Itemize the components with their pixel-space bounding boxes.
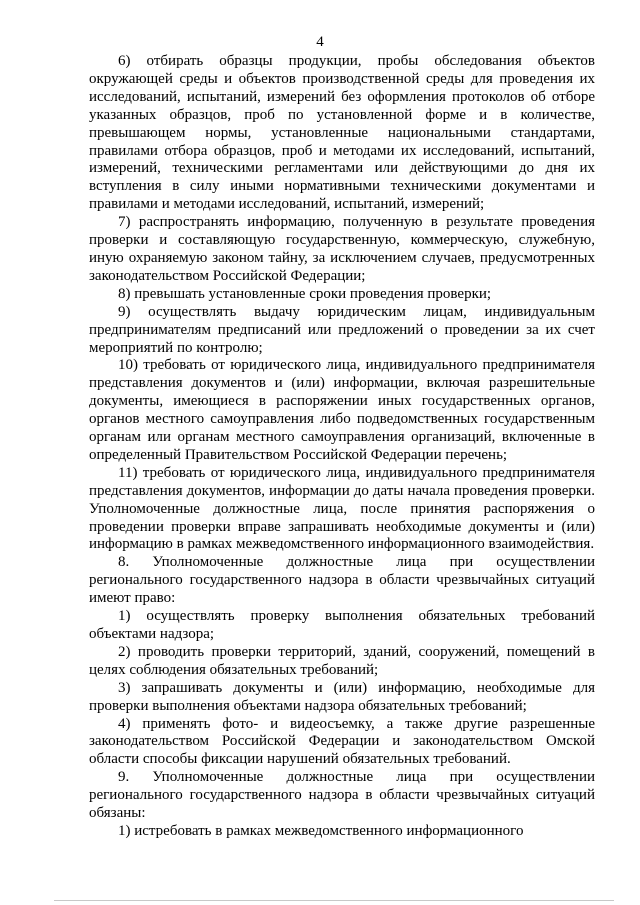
paragraph: 8. Уполномоченные должностные лица при осуществлении регионального государственного надзора в области чрезвычайных ситуаций имеют право: bbox=[89, 554, 595, 607]
paragraph: 2) проводить проверки территорий, зданий, сооружений, помещений в целях соблюдения обязательных требований; bbox=[89, 643, 595, 678]
document-body bbox=[89, 53, 595, 841]
paragraph: 1) истребовать в рамках межведомственного информационного bbox=[118, 822, 524, 839]
paragraph: 7) распространять информацию, полученную в результате проведения проверки и составляющую государственную, коммерческую, служебную, иную охраняемую законом тайну, за исключением случаев, предусмотренных законодательством Российской Федерации; bbox=[89, 214, 595, 284]
page-number: 4 bbox=[316, 34, 324, 50]
paragraph: 4) применять фото- и видеосъемку, а также другие разрешенные законодательством Российской Федерации и законодательством Омской области способы фиксации нарушений обязательных требований. bbox=[89, 715, 595, 768]
paragraph: 9. Уполномоченные должностные лица при осуществлении регионального государственного надзора в области чрезвычайных ситуаций обязаны: bbox=[89, 769, 595, 822]
paragraph: 11) требовать от юридического лица, индивидуального предпринимателя представления документов, информации до даты начала проведения проверки. Уполномоченные должностные лица, после принятия распоряжения о проведении проверки вправе запрашивать необходимые документы и (или) информацию в рамках межведомственного информационного взаимодействия. bbox=[89, 464, 595, 553]
paragraph: 9) осуществлять выдачу юридическим лицам, индивидуальным предпринимателям предписаний или предложений о проведении за их счет мероприятий по контролю; bbox=[89, 303, 595, 356]
paragraph: 10) требовать от юридического лица, индивидуального предпринимателя представления документов и (или) информации, включая разрешительные документы, имеющиеся в распоряжении иных государственных органов, органов местного самоуправления либо подведомственных государственным органам или органам местного самоуправления организаций, включенные в определенный Правительством Российской Федерации перечень; bbox=[89, 357, 595, 463]
paragraph: 3) запрашивать документы и (или) информацию, необходимые для проверки выполнения объектами надзора обязательных требований; bbox=[89, 679, 595, 714]
page-bottom-rule bbox=[54, 900, 614, 901]
paragraph: 8) превышать установленные сроки проведения проверки; bbox=[118, 285, 492, 302]
paragraph: 6) отбирать образцы продукции, пробы обследования объектов окружающей среды и объектов производственной среды для проведения их исследований, испытаний, измерений без оформления протоколов об отборе указанных образцов, проб по установленной форме и в количестве, превышающем нормы, установленные национальными стандартами, правилами отбора образцов, проб и методами их исследований, испытаний, измерений, техническими регламентами или действующими до дня их вступления в силу иными нормативными техническими документами и правилами и методами исследований, испытаний, измерений; bbox=[89, 53, 595, 213]
paragraph: 1) осуществлять проверку выполнения обязательных требований объектами надзора; bbox=[89, 608, 595, 642]
